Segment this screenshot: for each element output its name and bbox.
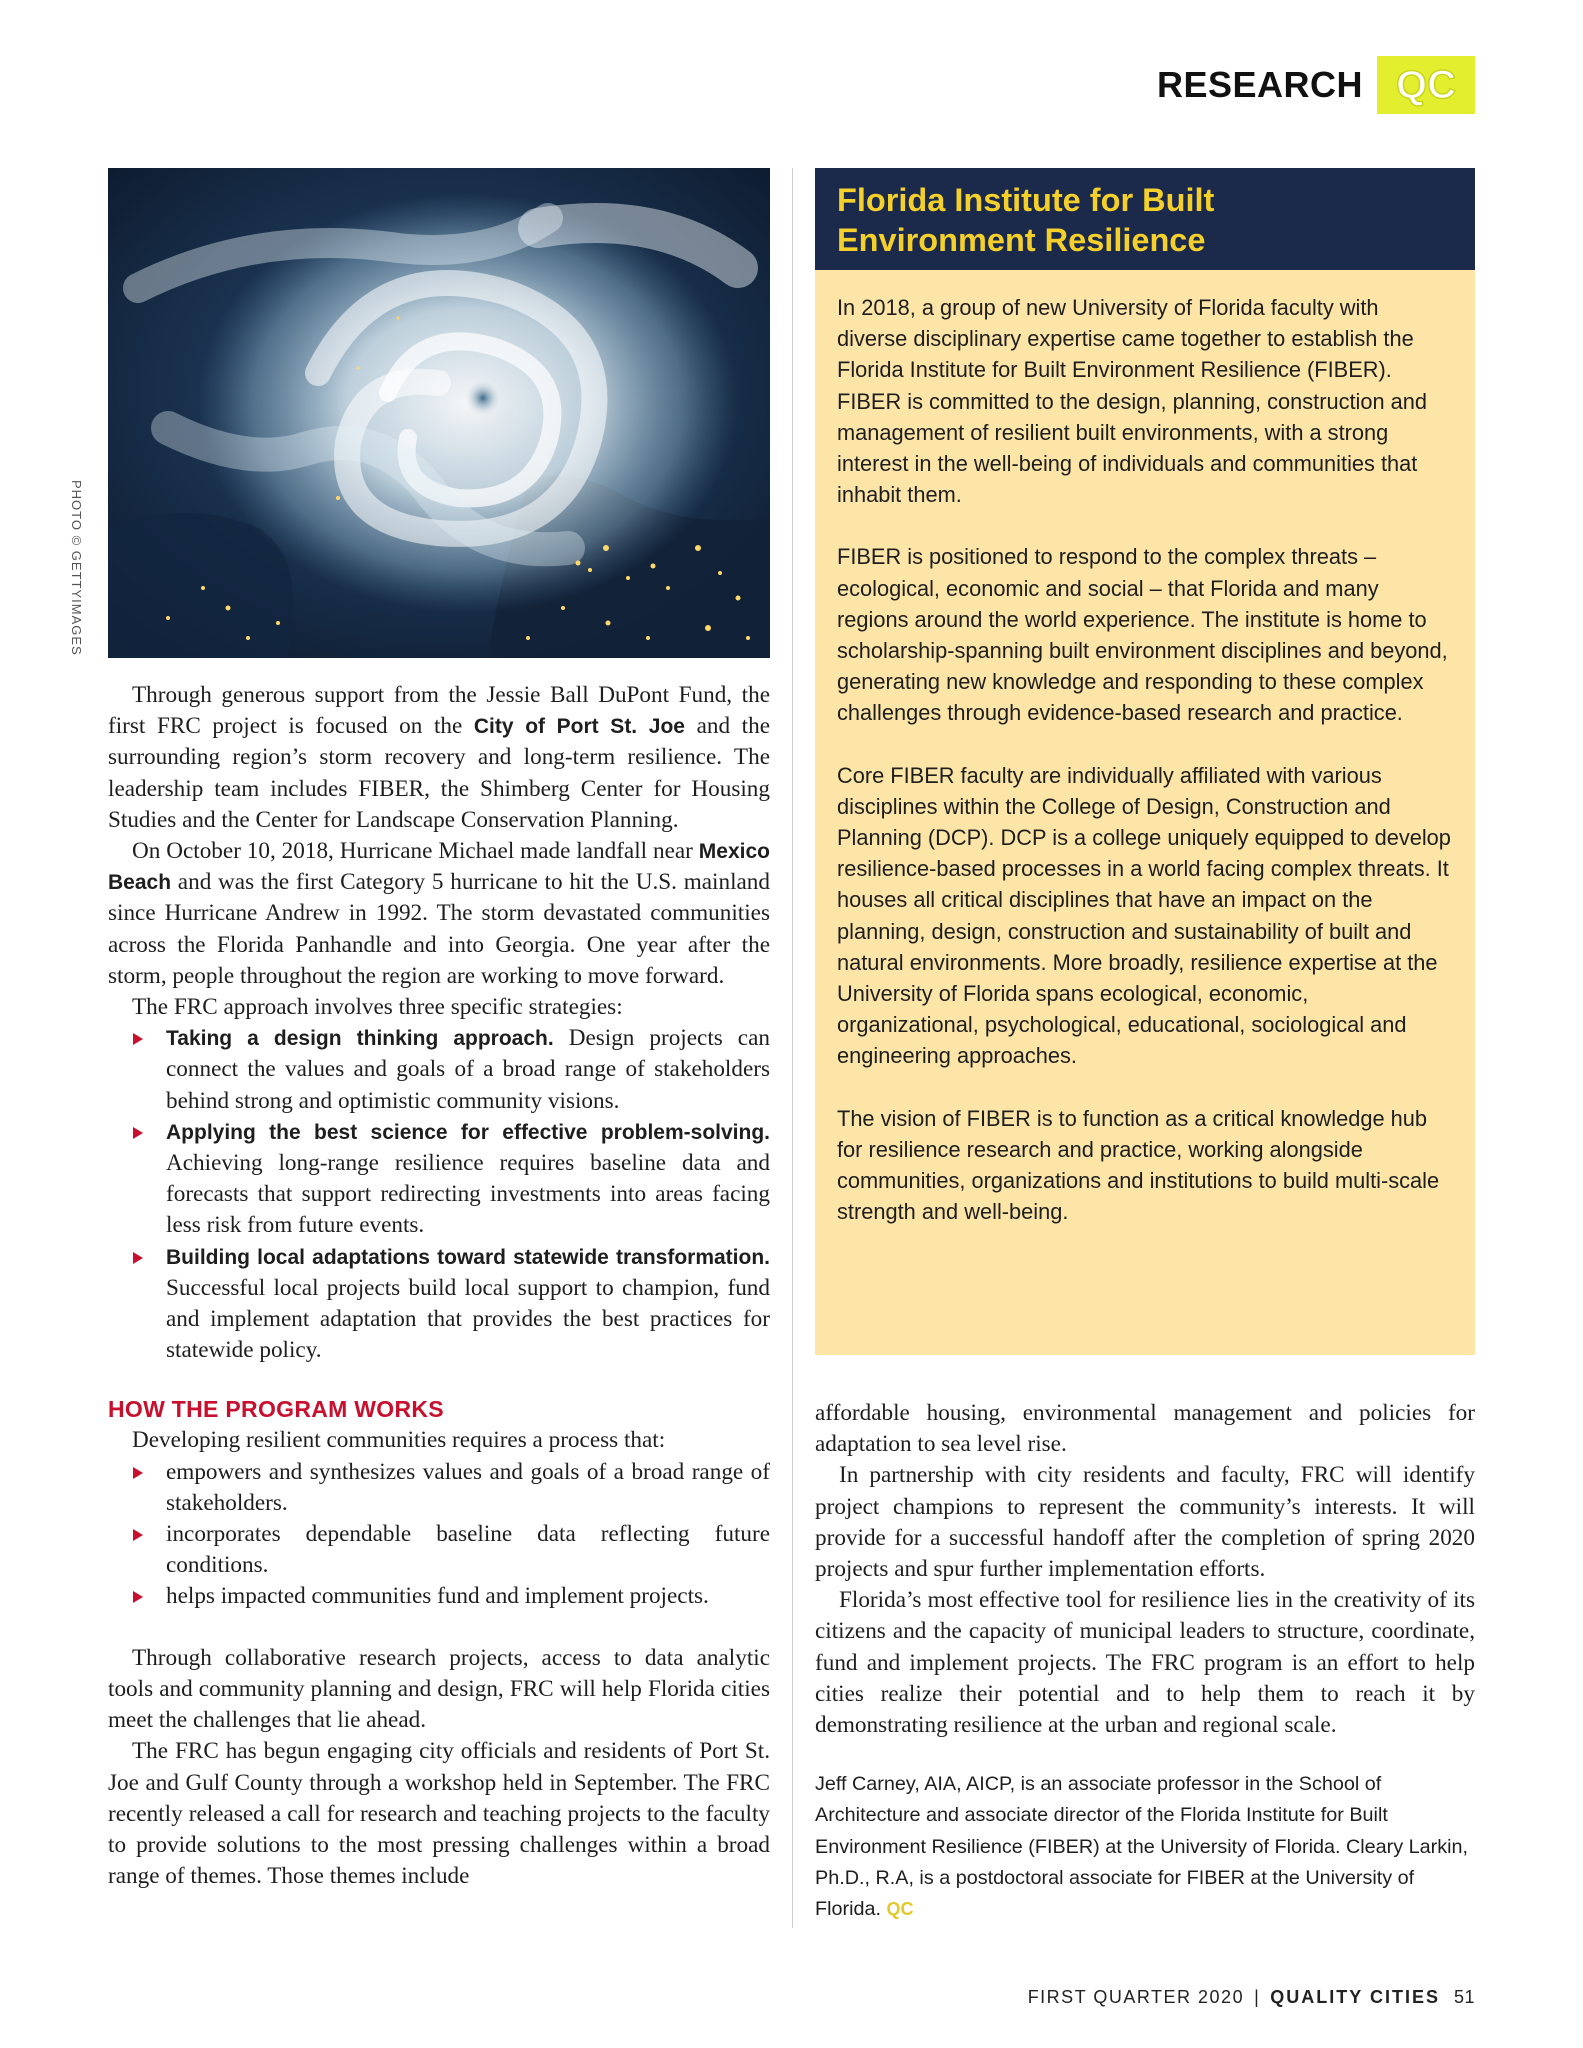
sidebar-paragraph: Core FIBER faculty are individually affiliated with various disciplines within the College of Design, Construction and Planning (DCP). DCP is a college uniquely equipped to develop resilience-based processes in a world facing complex threats. It houses all critical disciplines that have an impact on the planning, design, construction and sustainability of built and natural environments. More broadly, resilience expertise at the University of Florida spans ecological, economic, organizational, psychological, educational, sociological and engineering approaches. xyxy=(837,762,1451,1069)
sidebar-paragraph: FIBER is positioned to respond to the complex threats – ecological, economic and social – that Florida and many regions around the world experience. The institute is home to scholarship-spanning built environment disciplines and beyond, generating new knowledge and responding to these complex challenges through evidence-based research and practice. xyxy=(837,544,1448,726)
section-label: RESEARCH xyxy=(1156,64,1363,105)
bullet-triangle-icon xyxy=(133,1591,143,1603)
body-paragraph: The FRC has begun engaging city officials and residents of Port St. Joe and Gulf County through a workshop held in September. The FRC recently released a call for research and teaching projects to the faculty to provide solutions to the most pressing challenges within a broad range of themes. Those themes include xyxy=(108,1738,770,1890)
page-footer xyxy=(1028,1987,1475,2008)
list-item: Building local adaptations toward statewide transformation. Successful local projects build local support to champion, fund and implement adaptation that provides the best practices for statewide policy. xyxy=(108,1242,770,1367)
bullet-triangle-icon xyxy=(133,1127,143,1139)
fiber-sidebar xyxy=(815,168,1475,1355)
sidebar-title-line: Florida Institute for Built xyxy=(837,182,1215,218)
bullet-triangle-icon xyxy=(133,1467,143,1479)
body-paragraph: The FRC approach involves three specific strategies: xyxy=(132,994,623,1021)
place-name: City of Port St. Joe xyxy=(473,715,685,739)
author-bio: Jeff Carney, AIA, AICP, is an associate professor in the School of Architecture and associate director of the Florida Institute for Built Environment Resilience (FIBER) at the University of Florida. Cleary Larkin, Ph.D., R.A, is a postdoctoral associate for FIBER at the University of Florida. QC xyxy=(815,1773,1469,1921)
body-paragraph: affordable housing, environmental management and policies for adaptation to sea level rise. xyxy=(815,1400,1475,1458)
footer-separator: | xyxy=(1254,1987,1261,2007)
section-header xyxy=(1157,56,1475,114)
qc-end-mark: QC xyxy=(886,1899,914,1920)
process-list xyxy=(108,1457,770,1613)
list-item: helps impacted communities fund and implement projects. xyxy=(108,1581,770,1612)
body-paragraph: In partnership with city residents and faculty, FRC will identify project champions to represent the community’s interests. It will provide for a successful handoff after the completion of spring 2020 projects and spur further implementation efforts. xyxy=(815,1462,1475,1583)
issue-label: FIRST QUARTER 2020 xyxy=(1027,1987,1245,2007)
left-column xyxy=(108,680,770,1892)
sidebar-body xyxy=(815,270,1475,1227)
publication-name: QUALITY CITIES xyxy=(1270,1987,1440,2007)
right-column xyxy=(815,1398,1475,1925)
body-paragraph: Florida’s most effective tool for resilience lies in the creativity of its citizens and the capacity of municipal leaders to structure, coordinate, fund and implement projects. The FRC program is an effort to help cities realize their potential and to help them to reach it by demonstrating resilience at the urban and regional scale. xyxy=(815,1587,1475,1739)
sidebar-title-line: Environment Resilience xyxy=(837,222,1206,258)
strategies-list xyxy=(108,1023,770,1366)
hurricane-satellite-image xyxy=(108,168,770,658)
list-item: incorporates dependable baseline data reflecting future conditions. xyxy=(108,1519,770,1581)
photo-credit: PHOTO © GETTYIMAGES xyxy=(69,480,84,656)
qc-logo-badge xyxy=(1377,56,1475,114)
list-item: Applying the best science for effective problem-solving. Achieving long-range resilience requires baseline data and forecasts that support redirecting investments into areas facing less risk from future events. xyxy=(108,1117,770,1242)
bullet-triangle-icon xyxy=(133,1252,143,1264)
sidebar-header xyxy=(815,168,1475,270)
list-item: Taking a design thinking approach. Design projects can connect the values and goals of a broad range of stakeholders behind strong and optimistic community visions. xyxy=(108,1023,770,1117)
sidebar-paragraph: The vision of FIBER is to function as a critical knowledge hub for resilience research and practice, working alongside communities, organizations and institutions to build multi-scale strength and well-being. xyxy=(837,1105,1440,1225)
place-name: Mexico Beach xyxy=(108,840,770,895)
body-paragraph: Developing resilient communities requires a process that: xyxy=(132,1427,666,1454)
page-number: 51 xyxy=(1453,1987,1475,2007)
column-divider xyxy=(792,168,793,1928)
qc-logo-text: QC xyxy=(1396,62,1456,107)
bullet-triangle-icon xyxy=(133,1529,143,1541)
body-paragraph: Through collaborative research projects, access to data analytic tools and community planning and design, FRC will help Florida cities meet the challenges that lie ahead. xyxy=(108,1644,770,1734)
sidebar-paragraph: In 2018, a group of new University of Florida faculty with diverse disciplinary expertise came together to establish the Florida Institute for Built Environment Resilience (FIBER). FIBER is committed to the design, planning, construction and management of resilient built environments, with a strong interest in the well-being of individuals and communities that inhabit them. xyxy=(837,295,1428,508)
section-subheading: HOW THE PROGRAM WORKS xyxy=(108,1396,444,1423)
bullet-triangle-icon xyxy=(133,1033,143,1045)
body-paragraph: Through generous support from the Jessie Ball DuPont Fund, the first FRC project is focused on the City of Port St. Joe and the surrounding region’s storm recovery and long-term resilience. The leadership team includes FIBER, the Shimberg Center for Housing Studies and the Center for Landscape Conservation Planning. xyxy=(108,682,771,833)
body-paragraph: On October 10, 2018, Hurricane Michael made landfall near Mexico Beach and was the first Category 5 hurricane to hit the U.S. mainland since Hurricane Andrew in 1992. The storm devastated communities across the Florida Panhandle and into Georgia. One year after the storm, people throughout the region are working to move forward. xyxy=(108,838,770,989)
list-item: empowers and synthesizes values and goals of a broad range of stakeholders. xyxy=(108,1457,770,1519)
